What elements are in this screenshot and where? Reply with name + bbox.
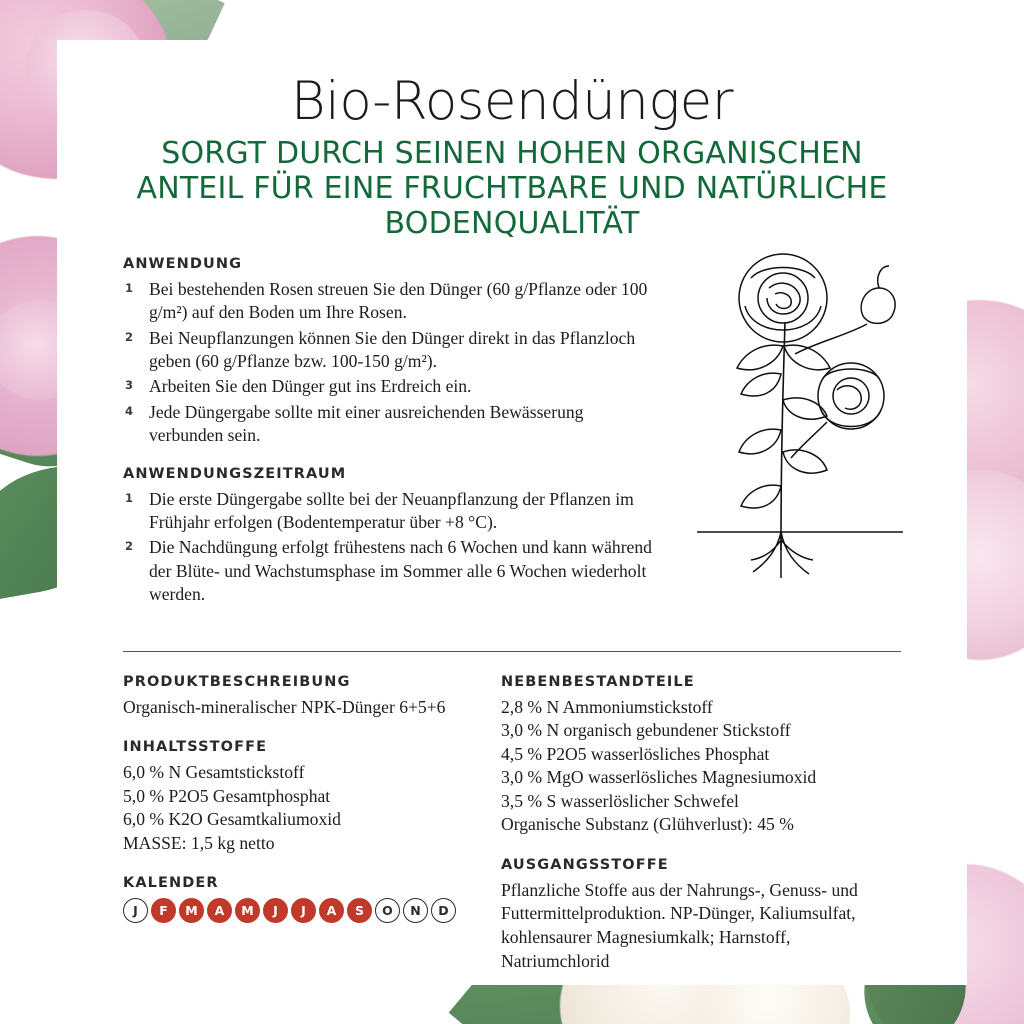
ingredient-line: 5,0 % P2O5 Gesamtphosphat	[123, 785, 331, 806]
secondary-line: 4,5 % P2O5 wasserlösliches Phosphat	[501, 743, 770, 764]
secondary-line: 3,0 % MgO wasserlösliches Magnesiumoxid	[501, 767, 817, 788]
application-step-list	[123, 278, 661, 448]
calendar-heading: KALENDER	[123, 875, 219, 892]
list-item	[123, 536, 661, 606]
rose-illustration-area	[661, 256, 923, 625]
materials-heading: AUSGANGSSTOFFE	[501, 856, 669, 873]
step-number: 2	[125, 539, 134, 554]
page-title: Bio-Rosendünger	[290, 71, 734, 132]
month-badge-apr: A	[207, 898, 232, 923]
month-badge-sep: S	[347, 898, 372, 923]
secondary-line: 2,8 % N Ammoniumstickstoff	[501, 696, 713, 717]
ingredient-line: 6,0 % K2O Gesamtkaliumoxid	[123, 809, 341, 830]
description-block	[123, 674, 495, 720]
list-item	[123, 401, 661, 448]
instructions-section	[101, 256, 923, 625]
step-number: 1	[125, 280, 134, 295]
ingredients-heading: INHALTSSTOFFE	[123, 739, 268, 756]
month-badge-jun: J	[263, 898, 288, 923]
step-number: 2	[125, 329, 134, 344]
step-text: Die Nachdüngung erfolgt frühestens nach 6 Wochen und kann während der Blüte- und Wachstumsphase im Sommer alle 6 Wochen wiederholt werden.	[149, 537, 652, 605]
secondary-list	[501, 696, 901, 837]
ingredients-block	[123, 739, 495, 855]
list-item	[123, 488, 661, 535]
application-block	[123, 256, 661, 448]
step-text: Arbeiten Sie den Dünger gut ins Erdreich ein.	[149, 376, 472, 397]
step-number: 1	[125, 490, 134, 505]
period-step-list	[123, 488, 661, 607]
description-heading: PRODUKTBESCHREIBUNG	[123, 673, 351, 690]
secondary-heading: NEBENBESTANDTEILE	[501, 673, 695, 690]
description-text: Organisch-mineralischer NPK-Dünger 6+5+6	[123, 696, 446, 717]
list-item	[123, 327, 661, 374]
list-item	[123, 278, 661, 325]
month-badge-aug: A	[319, 898, 344, 923]
product-subtitle: SORGT DURCH SEINEN HOHEN ORGANISCHEN ANTEIL FÜR EINE FRUCHTBARE UND NATÜRLICHE BODENQUALITÄT	[136, 135, 888, 242]
list-item	[123, 375, 661, 398]
secondary-line: Organische Substanz (Glühverlust): 45 %	[501, 814, 794, 835]
month-badge-nov: N	[403, 898, 428, 923]
rose-plant-illustration	[667, 250, 927, 580]
month-badge-mar: M	[179, 898, 204, 923]
step-text: Die erste Düngergabe sollte bei der Neuanpflanzung der Pflanzen im Frühjahr erfolgen (Bodentemperatur über +8 °C).	[149, 488, 634, 532]
step-number: 4	[125, 403, 134, 418]
month-badge-jul: J	[291, 898, 316, 923]
ingredient-line: 6,0 % N Gesamtstickstoff	[123, 762, 305, 783]
materials-text: Pflanzliche Stoffe aus der Nahrungs-, Genuss- und Futtermittelproduktion. NP-Dünger, Kaliumsulfat, kohlensaurer Magnesiumkalk; Harnstoff, Natriumchlorid	[501, 879, 858, 971]
month-badge-jan: J	[123, 898, 148, 923]
application-heading: ANWENDUNG	[123, 255, 243, 272]
ingredient-line: MASSE: 1,5 kg netto	[123, 832, 275, 853]
month-badge-feb: F	[151, 898, 176, 923]
ingredients-list	[123, 761, 495, 855]
calendar-block	[123, 875, 495, 923]
step-text: Bei bestehenden Rosen streuen Sie den Dünger (60 g/Pflanze oder 100 g/m²) auf den Boden um Ihre Rosen.	[149, 278, 648, 323]
month-badge-may: M	[235, 898, 260, 923]
month-badge-dec: D	[431, 898, 456, 923]
step-text: Bei Neupflanzungen können Sie den Dünger direkt in das Pflanzloch geben (60 g/Pflanze bzw. 100-150 g/m²).	[149, 327, 636, 371]
materials-block	[501, 857, 901, 973]
period-heading: ANWENDUNGSZEITRAUM	[123, 465, 347, 482]
secondary-line: 3,5 % S wasserlöslicher Schwefel	[501, 790, 739, 811]
secondary-block	[501, 674, 901, 837]
specification-section	[101, 674, 923, 994]
step-number: 3	[125, 378, 134, 393]
month-calendar	[123, 898, 495, 923]
product-label-card	[57, 40, 967, 985]
step-text: Jede Düngergabe sollte mit einer ausreichenden Bewässerung verbunden sein.	[149, 401, 584, 446]
month-badge-oct: O	[375, 898, 400, 923]
period-block	[123, 466, 661, 607]
secondary-line: 3,0 % N organisch gebundener Stickstoff	[501, 720, 791, 741]
section-divider	[123, 651, 901, 652]
